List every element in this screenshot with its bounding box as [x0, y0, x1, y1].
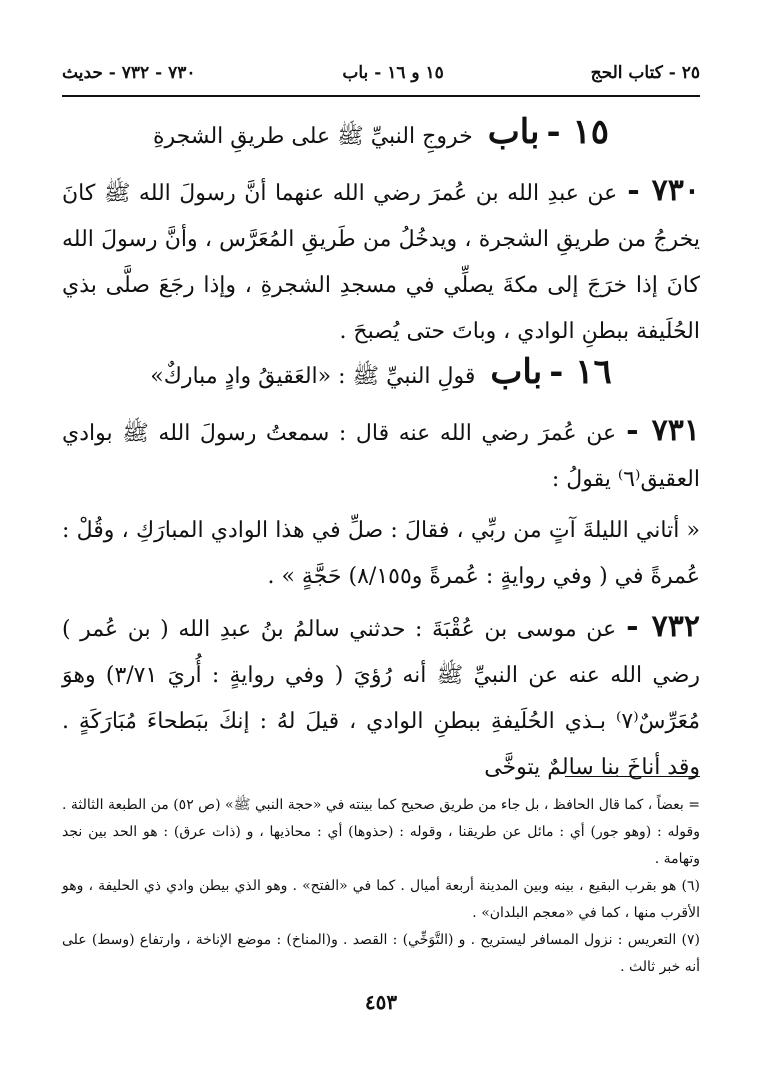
footnote-divider: [565, 776, 700, 777]
page-number: ٤٥٣: [364, 990, 398, 1014]
running-header: [62, 58, 700, 88]
section-15-bab: باب: [487, 112, 540, 152]
hadith-730-text: عن عبدِ الله بن عُمرَ رضي الله عنهما أنَّ رسولَ الله ﷺ كانَ يخرجُ من طريقِ الشجرة ، ويدخُلُ من طَريقِ المُعَرَّس ، وأنَّ رسولَ الله كانَ إذا خرَجَ إلى مكةَ يصلِّي في مسجدِ الشجرةِ ، وإذا رجَعَ صلَّى بذي الحُلَيفة ببطنِ الوادي ، وباتَ حتى يُصبحَ .: [62, 181, 700, 344]
header-section: ١٥ و ١٦ - باب: [342, 63, 444, 83]
section-16-title: قولِ النبيِّ ﷺ : «العَقيقُ وادٍ مباركٌ»: [150, 364, 476, 389]
hadith-730: [62, 168, 700, 355]
header-chapter: ٢٥ - كتاب الحج: [590, 63, 700, 83]
section-16-bab: باب: [490, 352, 543, 392]
hadith-731-quote-text: « أتاني الليلةَ آتٍ من ربِّي ، فقالَ : صلِّ في هذا الوادي المبارَكِ ، وقُلْ : عُمرةً في ( وفي روايةٍ : عُمرةً و٨/١٥٥) حَجَّةٍ » .: [62, 518, 700, 589]
hadith-730-number: ٧٣٠ -: [627, 173, 700, 208]
hadith-732-number: ٧٣٢ -: [626, 609, 700, 644]
hadith-732-text: عن موسى بن عُقْبَةَ : حدثني سالمُ بنُ عبدِ الله ( بن عُمر ) رضي الله عنه عن النبيِّ ﷺ أنه رُؤيَ ( وفي روايةٍ : أُريَ ٣/٧١) وهوَ مُعَرِّسٌ⁽٧⁾ بـذي الحُلَيفةِ ببطنِ الوادي ، قيلَ لهُ : إنكَ ببَطحاءَ مُبَارَكَةٍ . وقد أناخَ بنا سالمٌ يتوخَّى: [62, 617, 701, 780]
hadith-731-text: عن عُمرَ رضي الله عنه قال : سمعتُ رسولَ الله ﷺ بوادي العقيق⁽٦⁾ يقولُ :: [62, 421, 700, 492]
footnotes: [62, 792, 700, 981]
section-15-heading: [62, 112, 700, 154]
header-hadith-range: ٧٣٠ - ٧٣٢ - حديث: [62, 63, 196, 83]
hadith-731-quote: [62, 508, 700, 600]
section-15-number: ١٥ -: [546, 112, 610, 152]
footnote-6: (٦) هو بقرب البقيع ، بينه وبين المدينة أربعة أميال . كما في «الفتح» . وهو الذي بيطن وادي ذي الحليفة ، وهو الأقرب منها ، كما في «معجم البلدان» .: [62, 878, 700, 921]
footnote-7: (٧) التعريس : نزول المسافر ليستريح . و (التَّوَخِّي) : القصد . و(المناخ) : موضع الإناخة ، وارتفاع (وسط) على أنه خبر ثالث .: [62, 932, 700, 975]
hadith-732: [62, 604, 700, 791]
hadith-731-number: ٧٣١ -: [626, 413, 700, 448]
header-divider: [62, 95, 700, 97]
footnote-continued: = بعضاً ، كما قال الحافظ ، بل جاء من طريق صحيح كما بينته في «حجة النبي ﷺ» (ص ٥٢) من الطبعة الثالثة . وقوله : (وهو جور) أي : مائل عن طريقنا ، وقوله : (حذوها) أي : محاذيها ، و (ذات عرق) : هو الحد بين نجد وتهامة .: [62, 797, 700, 867]
hadith-731: [62, 408, 700, 503]
section-16-heading: [62, 352, 700, 394]
section-16-number: ١٦ -: [549, 352, 612, 392]
section-15-title: خروجِ النبيِّ ﷺ على طريقِ الشجرةِ: [152, 124, 473, 149]
